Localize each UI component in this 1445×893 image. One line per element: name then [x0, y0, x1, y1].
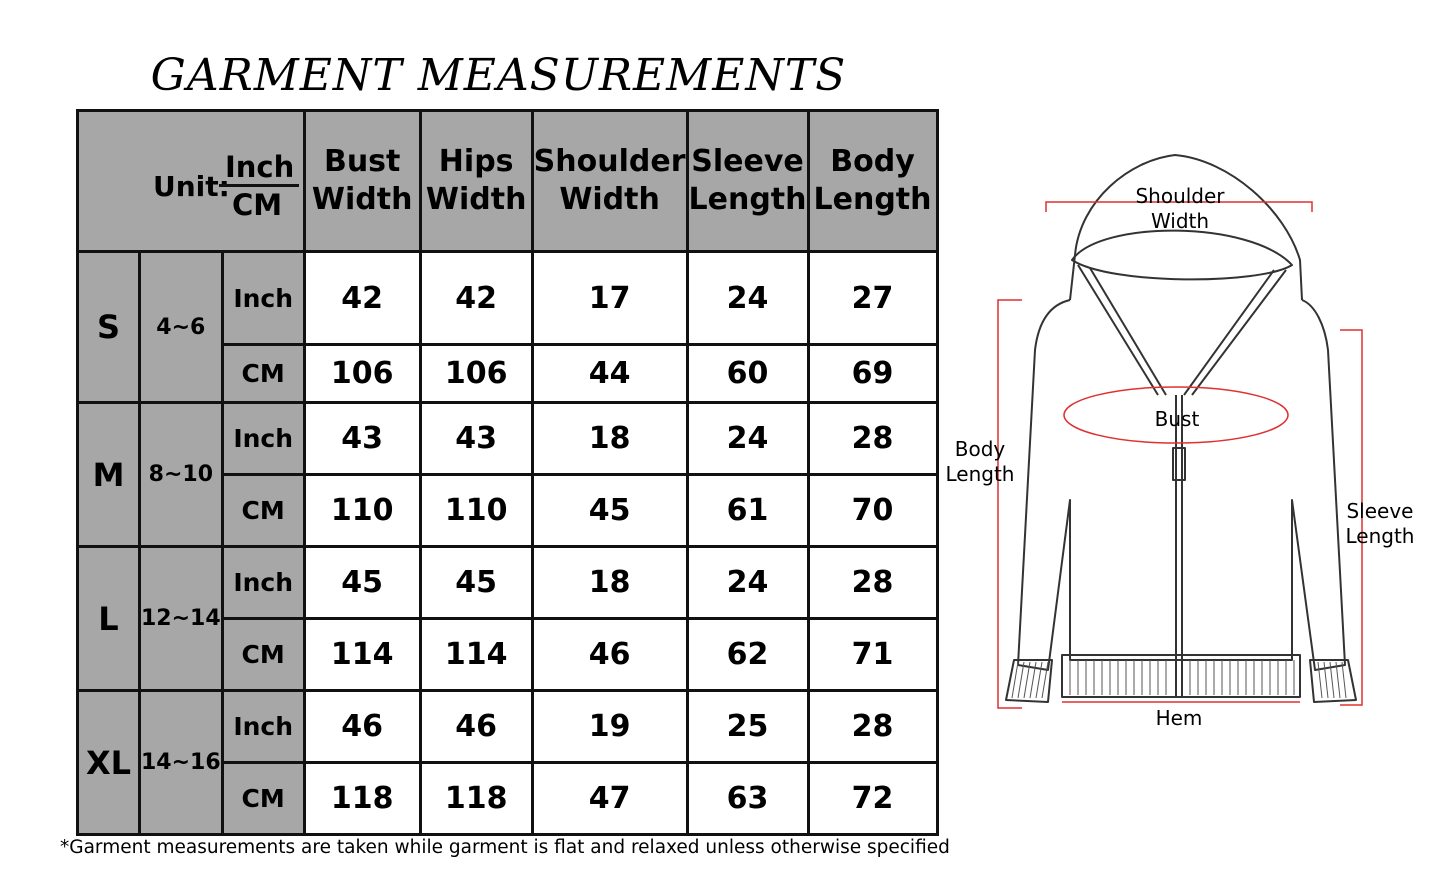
- table-cell: 62: [687, 619, 808, 691]
- table-cell: 19: [532, 691, 687, 763]
- row-unit-label: Inch: [222, 403, 304, 475]
- table-cell: 110: [420, 475, 532, 547]
- table-cell: 46: [304, 691, 420, 763]
- table-cell: 45: [532, 475, 687, 547]
- row-unit-label: Inch: [222, 547, 304, 619]
- table-cell: 45: [304, 547, 420, 619]
- table-cell: 110: [304, 475, 420, 547]
- page-title: GARMENT MEASUREMENTS: [150, 50, 847, 101]
- unit-label: Unit:: [153, 170, 230, 203]
- table-cell: 17: [532, 252, 687, 345]
- table-cell: 69: [808, 345, 937, 403]
- table-cell: 46: [420, 691, 532, 763]
- table-row: [78, 252, 938, 345]
- table-row: [78, 403, 938, 475]
- column-header: Shoulder Width: [532, 111, 687, 252]
- column-header: Body Length: [808, 111, 937, 252]
- table-cell: 106: [420, 345, 532, 403]
- table-cell: 45: [420, 547, 532, 619]
- unit-header-cell: [78, 111, 305, 252]
- table-cell: 18: [532, 547, 687, 619]
- table-cell: 118: [304, 763, 420, 835]
- column-header: Hips Width: [420, 111, 532, 252]
- hem-label: Hem: [1155, 706, 1203, 730]
- drawstring-icon: [1078, 265, 1166, 395]
- table-cell: 28: [808, 547, 937, 619]
- table-row: [78, 691, 938, 763]
- hood-opening: [1072, 231, 1292, 280]
- size-range: 14~16: [140, 691, 223, 835]
- size-label: M: [78, 403, 140, 547]
- table-cell: 46: [532, 619, 687, 691]
- row-unit-label: CM: [222, 763, 304, 835]
- table-row: [78, 547, 938, 619]
- table-cell: 60: [687, 345, 808, 403]
- column-header: Bust Width: [304, 111, 420, 252]
- table-cell: 43: [304, 403, 420, 475]
- body-length-label: Body Length: [945, 437, 1015, 486]
- table-cell: 18: [532, 403, 687, 475]
- table-cell: 42: [304, 252, 420, 345]
- zipper: [1176, 395, 1182, 696]
- size-range: 12~14: [140, 547, 223, 691]
- table-cell: 44: [532, 345, 687, 403]
- row-unit-label: CM: [222, 619, 304, 691]
- sleeve-length-label: Sleeve Length: [1345, 499, 1415, 548]
- table-cell: 28: [808, 403, 937, 475]
- unit-inch-label: Inch: [225, 150, 295, 184]
- size-chart-table: [76, 109, 939, 836]
- size-range: 4~6: [140, 252, 223, 403]
- bust-label: Bust: [1154, 407, 1200, 431]
- table-cell: 72: [808, 763, 937, 835]
- table-cell: 61: [687, 475, 808, 547]
- table-cell: 24: [687, 252, 808, 345]
- row-unit-label: CM: [222, 345, 304, 403]
- row-unit-label: Inch: [222, 252, 304, 345]
- table-cell: 70: [808, 475, 937, 547]
- table-cell: 63: [687, 763, 808, 835]
- row-unit-label: CM: [222, 475, 304, 547]
- table-cell: 118: [420, 763, 532, 835]
- table-cell: 47: [532, 763, 687, 835]
- table-cell: 71: [808, 619, 937, 691]
- table-cell: 28: [808, 691, 937, 763]
- column-header: Sleeve Length: [687, 111, 808, 252]
- header-row: [78, 111, 938, 252]
- table-cell: 27: [808, 252, 937, 345]
- table-cell: 24: [687, 547, 808, 619]
- table-cell: 24: [687, 403, 808, 475]
- size-range: 8~10: [140, 403, 223, 547]
- row-unit-label: Inch: [222, 691, 304, 763]
- table-cell: 42: [420, 252, 532, 345]
- table-cell: 114: [304, 619, 420, 691]
- footnote: *Garment measurements are taken while garment is flat and relaxed unless otherwise specified: [60, 837, 950, 858]
- table-cell: 25: [687, 691, 808, 763]
- size-label: L: [78, 547, 140, 691]
- table-cell: 43: [420, 403, 532, 475]
- table-cell: 114: [420, 619, 532, 691]
- size-label: XL: [78, 691, 140, 835]
- table-cell: 106: [304, 345, 420, 403]
- size-label: S: [78, 252, 140, 403]
- unit-cm-label: CM: [232, 188, 283, 222]
- shoulder-width-label: Shoulder Width: [1135, 184, 1225, 233]
